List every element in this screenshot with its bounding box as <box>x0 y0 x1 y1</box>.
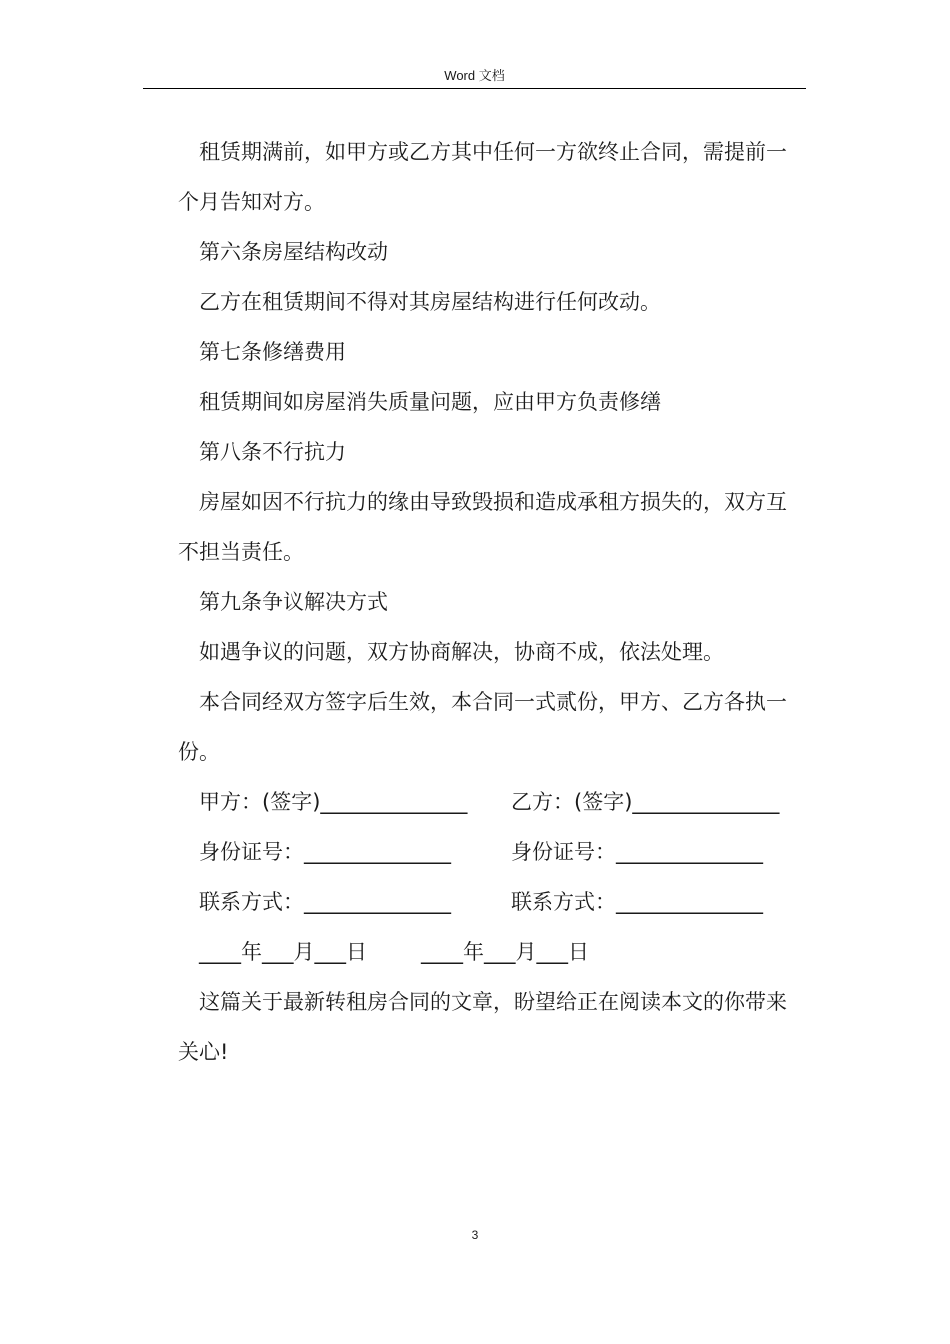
party-a-id-number: 身份证号：______________ <box>199 840 451 864</box>
clause-6-text: 乙方在租赁期间不得对其房屋结构进行任何改动。 <box>199 290 661 314</box>
party-b-date: ____年___月___日 <box>421 940 589 964</box>
party-a-signature: 甲方：(签字)______________ <box>199 790 468 814</box>
clause-8-heading: 第八条不行抗力 <box>199 440 346 464</box>
party-a-contact: 联系方式：______________ <box>199 890 451 914</box>
party-b-signature: 乙方：(签字)______________ <box>511 790 780 814</box>
clause-9-heading: 第九条争议解决方式 <box>199 590 388 614</box>
closing-text: 这篇关于最新转租房合同的文章，盼望给正在阅读本文的你带来关心! <box>178 990 787 1064</box>
clause-6-heading: 第六条房屋结构改动 <box>199 240 388 264</box>
clause-8-text: 房屋如因不行抗力的缘由导致毁损和造成承租方损失的，双方互不担当责任。 <box>178 490 787 564</box>
contract-effect-text: 本合同经双方签字后生效，本合同一式贰份，甲方、乙方各执一份。 <box>178 690 787 764</box>
clause-7-text: 租赁期间如房屋消失质量问题，应由甲方负责修缮 <box>199 390 661 414</box>
clause-9-text: 如遇争议的问题，双方协商解决，协商不成，依法处理。 <box>199 640 724 664</box>
contact-row <box>178 877 802 927</box>
party-a-date: ____年___月___日 <box>199 940 367 964</box>
paragraph-termination-notice: 租赁期满前，如甲方或乙方其中任何一方欲终止合同，需提前一个月告知对方。 <box>178 140 787 214</box>
document-body <box>178 127 802 1077</box>
clause-7-heading: 第七条修缮费用 <box>199 340 346 364</box>
party-b-contact: 联系方式：______________ <box>511 890 763 914</box>
id-number-row <box>178 827 802 877</box>
signature-row <box>178 777 802 827</box>
page-header <box>143 66 806 89</box>
date-row <box>178 927 802 977</box>
party-b-id-number: 身份证号：______________ <box>511 840 763 864</box>
header-title: Word 文档 <box>444 68 505 83</box>
page-number: 3 <box>471 1228 479 1242</box>
